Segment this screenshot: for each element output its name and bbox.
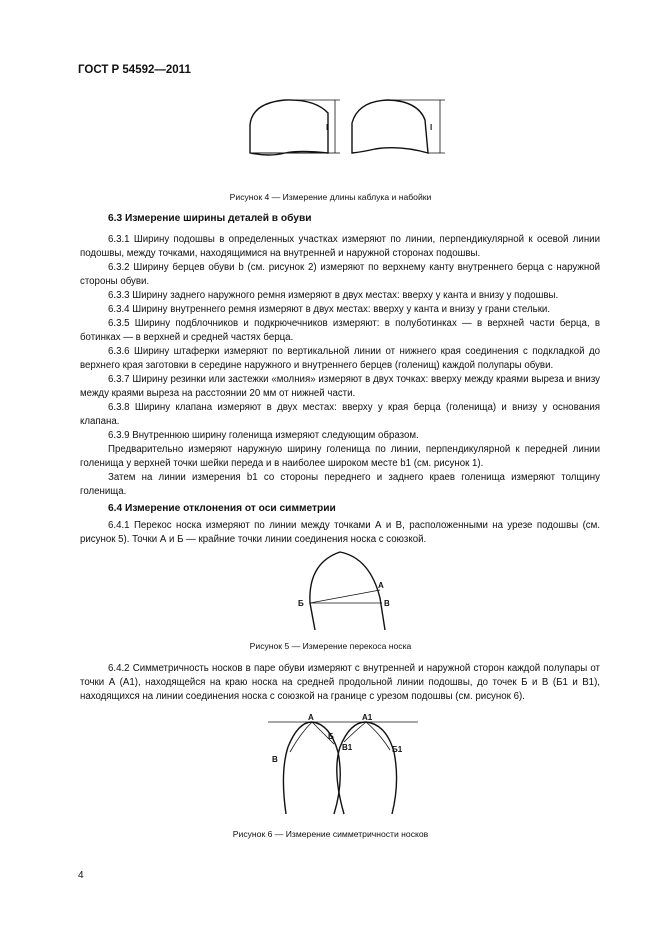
fig6-label-v1: В1 — [342, 743, 353, 752]
fig6-label-b: Б — [328, 732, 334, 741]
paragraph-6-3-5: 6.3.5 Ширину подблочников и подкрючечников измеряют: в полуботинках — в верхней части берца, в ботинках — в верхней и средней частях берца. — [80, 318, 600, 343]
paragraph-6-3-8: 6.3.8 Ширину клапана измеряют в двух местах: вверху у края берца (голенища) и внизу у основания клапана. — [80, 402, 600, 427]
section-6-3-title: 6.3 Измерение ширины деталей в обуви — [108, 213, 312, 224]
heel-left-outline — [250, 100, 328, 155]
fig4-dim-label-right: l — [430, 123, 433, 132]
fig4-dim-label-left: l — [326, 123, 329, 132]
section-6-4-body — [80, 519, 600, 547]
fig6-label-v: В — [272, 755, 278, 764]
fig5-label-v: В — [384, 599, 390, 608]
paragraph-6-3-9-c: Затем на линии измерения b1 со стороны переднего и заднего краев голенища измеряют толщину голенища. — [80, 472, 600, 497]
paragraph-6-3-9: 6.3.9 Внутреннюю ширину голенища измеряют следующим образом. — [108, 430, 419, 441]
paragraph-6-3-6: 6.3.6 Ширину штаферки измеряют по вертикальной линии от нижнего края соединения с подкладкой до верхнего края заготовки в середине наружного и внутреннего берцев (голенищ) каждой полупары обуви. — [80, 346, 600, 371]
paragraph-6-3-1: 6.3.1 Ширину подошвы в определенных участках измеряют по линии, перпендикулярной к осевой линии подошвы, между точками, находящимися на внутренней и наружной сторонах подошвы. — [80, 234, 600, 259]
fig6-label-b1: Б1 — [392, 745, 403, 754]
figure-5-caption: Рисунок 5 — Измерение перекоса носка — [249, 641, 412, 651]
paragraph-6-3-3: 6.3.3 Ширину заднего наружного ремня измеряют в двух местах: вверху у канта и внизу у подошвы. — [108, 290, 559, 301]
figure-6-toe-symmetry-drawing — [268, 712, 418, 817]
paragraph-6-4-2: 6.4.2 Симметричность носков в паре обуви измеряют с внутренней и наружной сторон каждой полупары от точки А (А1), находящейся на краю носка на средней продольной линии подошвы, до точек Б и В (Б1 и В1), находящихся на линии соединения носка с союзкой на границе с урезом подошвы (см. рисунок 6). — [80, 663, 600, 702]
fig5-label-a: А — [378, 581, 384, 590]
heel-right-outline — [352, 100, 428, 153]
section-6-4-title: 6.4 Измерение отклонения от оси симметрии — [108, 503, 336, 514]
right-toe-outline — [337, 722, 397, 814]
figure-6-caption: Рисунок 6 — Измерение симметричности носков — [232, 829, 429, 839]
figure-5-toe-skew-drawing — [290, 548, 400, 633]
fig5-label-b: Б — [298, 599, 304, 608]
document-id: ГОСТ Р 54592—2011 — [78, 64, 191, 76]
figure-4-heel-drawing — [240, 95, 450, 175]
paragraph-6-3-4: 6.3.4 Ширину внутреннего ремня измеряют в двух местах: вверху у канта и внизу у грани стельки. — [108, 304, 551, 315]
figure-4-caption: Рисунок 4 — Измерение длины каблука и набойки — [229, 192, 432, 202]
paragraph-6-4-1: 6.4.1 Перекос носка измеряют по линии между точками А и В, расположенными на урезе подошвы (см. рисунок 5). Точки А и Б — крайние точки линии соединения носка с союзкой. — [80, 520, 600, 545]
fig6-label-a: А — [308, 713, 314, 722]
page-number: 4 — [78, 870, 84, 881]
section-6-3-body — [80, 233, 600, 499]
paragraph-6-4-2-block — [80, 662, 600, 704]
paragraph-6-3-2: 6.3.2 Ширину берцев обуви b (см. рисунок 2) измеряют по верхнему канту внутреннего берца с наружной стороны обуви. — [80, 262, 600, 287]
paragraph-6-3-9-b: Предварительно измеряют наружную ширину голенища по линии, перпендикулярной к передней линии голенища у верхней точки шейки переда и в наиболее широком месте b1 (см. рисунок 1). — [80, 444, 600, 469]
paragraph-6-3-7: 6.3.7 Ширину резинки или застежки «молния» измеряют в двух точках: вверху между краями выреза и внизу между краями выреза на расстоянии 20 мм от нижней части. — [80, 374, 600, 399]
fig6-label-a1: А1 — [362, 713, 373, 722]
